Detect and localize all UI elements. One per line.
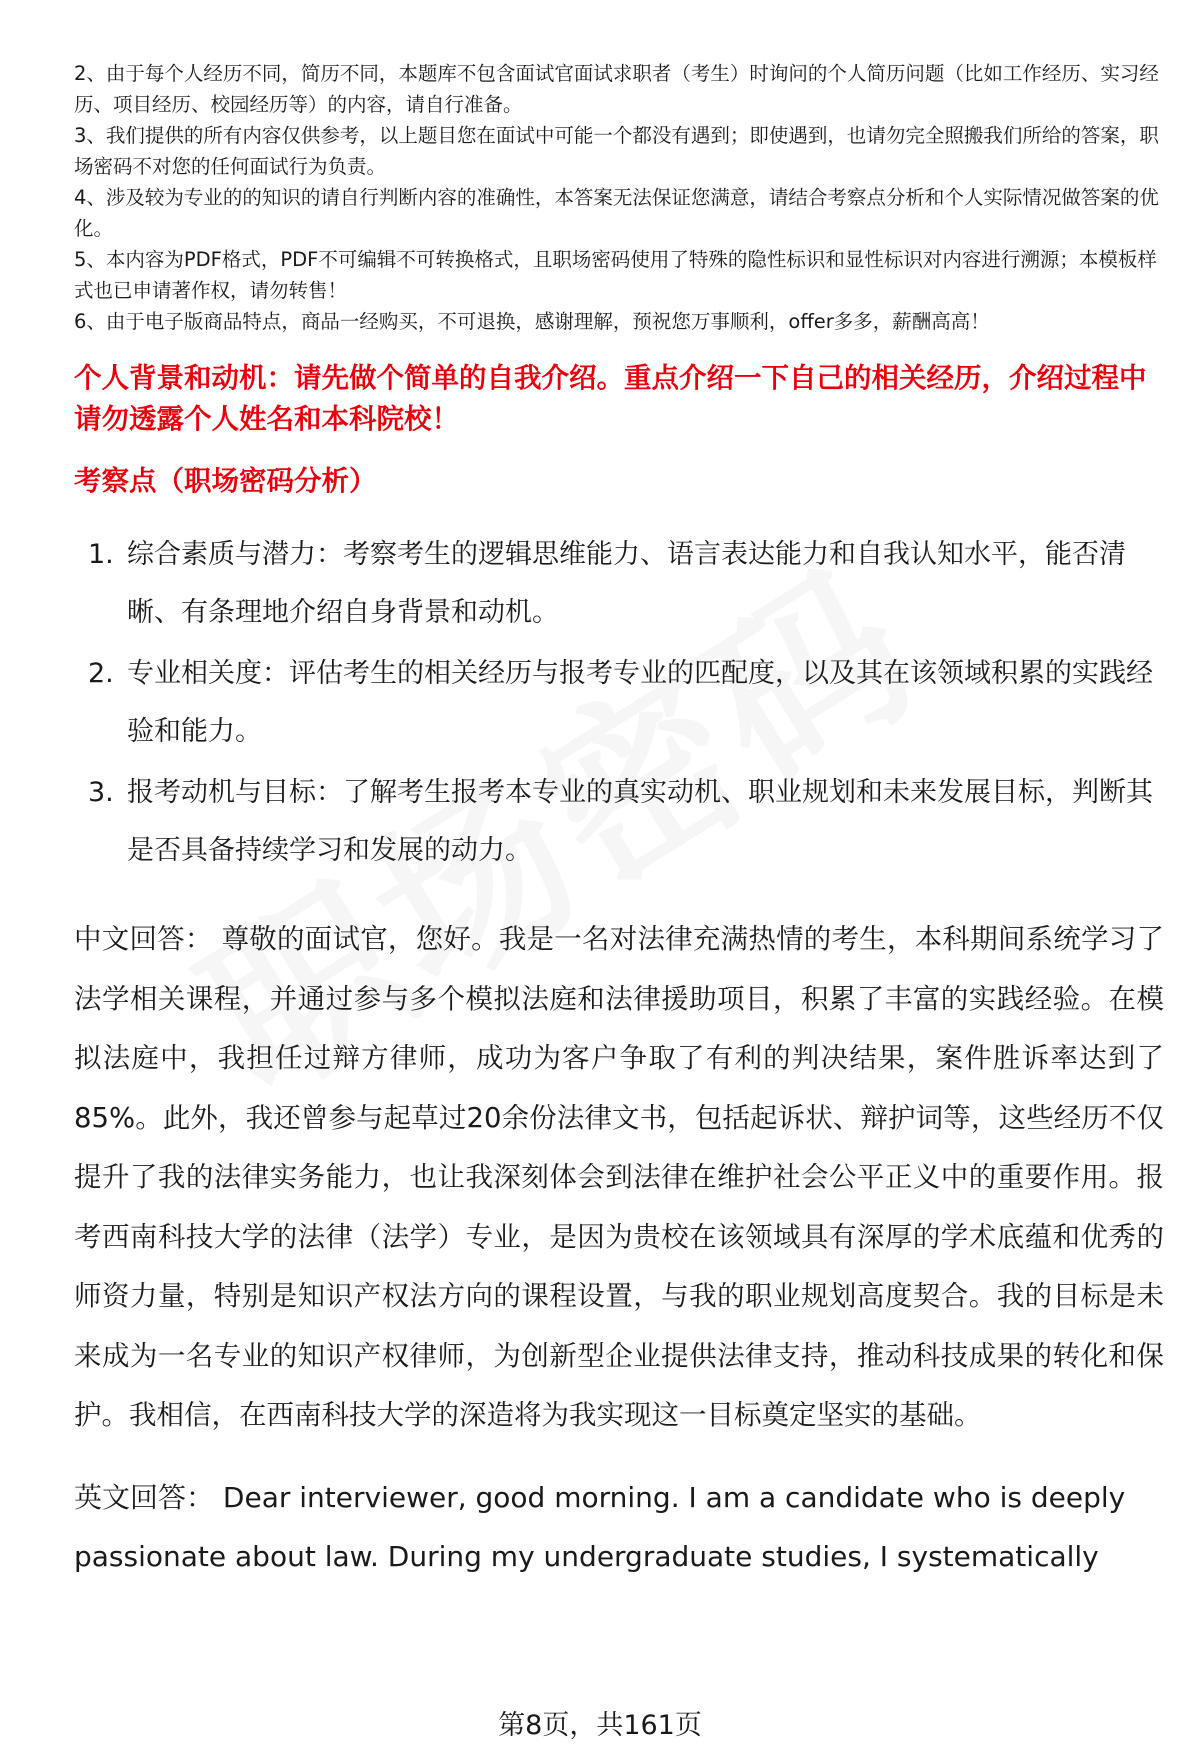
answer-chinese: 中文回答： 尊敬的面试官，您好。我是一名对法律充满热情的考生，本科期间系统学习了法学相关课程，并通过参与多个模拟法庭和法律援助项目，积累了丰富的实践经验。在模拟法庭中，我担任过辩方律师，成功为客户争取了有利的判决结果，案件胜诉率达到了85%。此外，我还曾参与起草过20余份法律文书，包括起诉状、辩护词等，这些经历不仅提升了我的法律实务能力，也让我深刻体会到法律在维护社会公平正义中的重要作用。报考西南科技大学的法律（法学）专业，是因为贵校在该领域具有深厚的学术底蕴和优秀的师资力量，特别是知识产权法方向的课程设置，与我的职业规划高度契合。我的目标是未来成为一名专业的知识产权律师，为创新型企业提供法律支持，推动科技成果的转化和保护。我相信，在西南科技大学的深造将为我实现这一目标奠定坚实的基础。: [74, 923, 1164, 1431]
point-item: [74, 645, 1164, 761]
note-item: 3、我们提供的所有内容仅供参考，以上题目您在面试中可能一个都没有遇到；即使遇到，也请勿完全照搬我们所给的答案，职场密码不对您的任何面试行为负责。: [74, 124, 1159, 178]
point-text: 综合素质与潜力：考察考生的逻辑思维能力、语言表达能力和自我认知水平，能否清晰、有条理地介绍自身背景和动机。: [127, 539, 1126, 628]
page-number: 第8页，共161页: [498, 1710, 702, 1741]
point-text: 报考动机与目标：了解考生报考本专业的真实动机、职业规划和未来发展目标，判断其是否具备持续学习和发展的动力。: [127, 777, 1153, 866]
note-item: 2、由于每个人经历不同，简历不同，本题库不包含面试官面试求职者（考生）时询问的个人简历问题（比如工作经历、实习经历、项目经历、校园经历等）的内容，请自行准备。: [74, 62, 1159, 116]
point-number: 2.: [88, 658, 114, 689]
answer-english: 英文回答： Dear interviewer, good morning. I am a candidate who is deeply passionate about law. During my undergraduate studies, I systematically: [74, 1480, 1126, 1573]
section-title: 考察点（职场密码分析）: [74, 465, 377, 497]
disclaimer-notes: [74, 58, 1164, 337]
note-item: 6、由于电子版商品特点，商品一经购买，不可退换，感谢理解，预祝您万事顺利，offer多多，薪酬高高！: [74, 310, 990, 333]
point-number: 3.: [88, 777, 114, 808]
point-number: 1.: [88, 539, 114, 570]
point-item: [74, 526, 1164, 642]
note-item: 5、本内容为PDF格式，PDF不可编辑不可转换格式，且职场密码使用了特殊的隐性标识和显性标识对内容进行溯源；本模板样式也已申请著作权，请勿转售！: [74, 248, 1157, 302]
question-heading: 个人背景和动机：请先做个简单的自我介绍。重点介绍一下自己的相关经历，介绍过程中请勿透露个人姓名和本科院校！: [74, 362, 1147, 435]
point-item: [74, 764, 1164, 880]
point-text: 专业相关度：评估考生的相关经历与报考专业的匹配度，以及其在该领域积累的实践经验和能力。: [127, 658, 1153, 747]
assessment-points: [74, 526, 1164, 880]
note-item: 4、涉及较为专业的的知识的请自行判断内容的准确性，本答案无法保证您满意，请结合考察点分析和个人实际情况做答案的优化。: [74, 186, 1159, 240]
document-page: [74, 58, 1164, 1587]
